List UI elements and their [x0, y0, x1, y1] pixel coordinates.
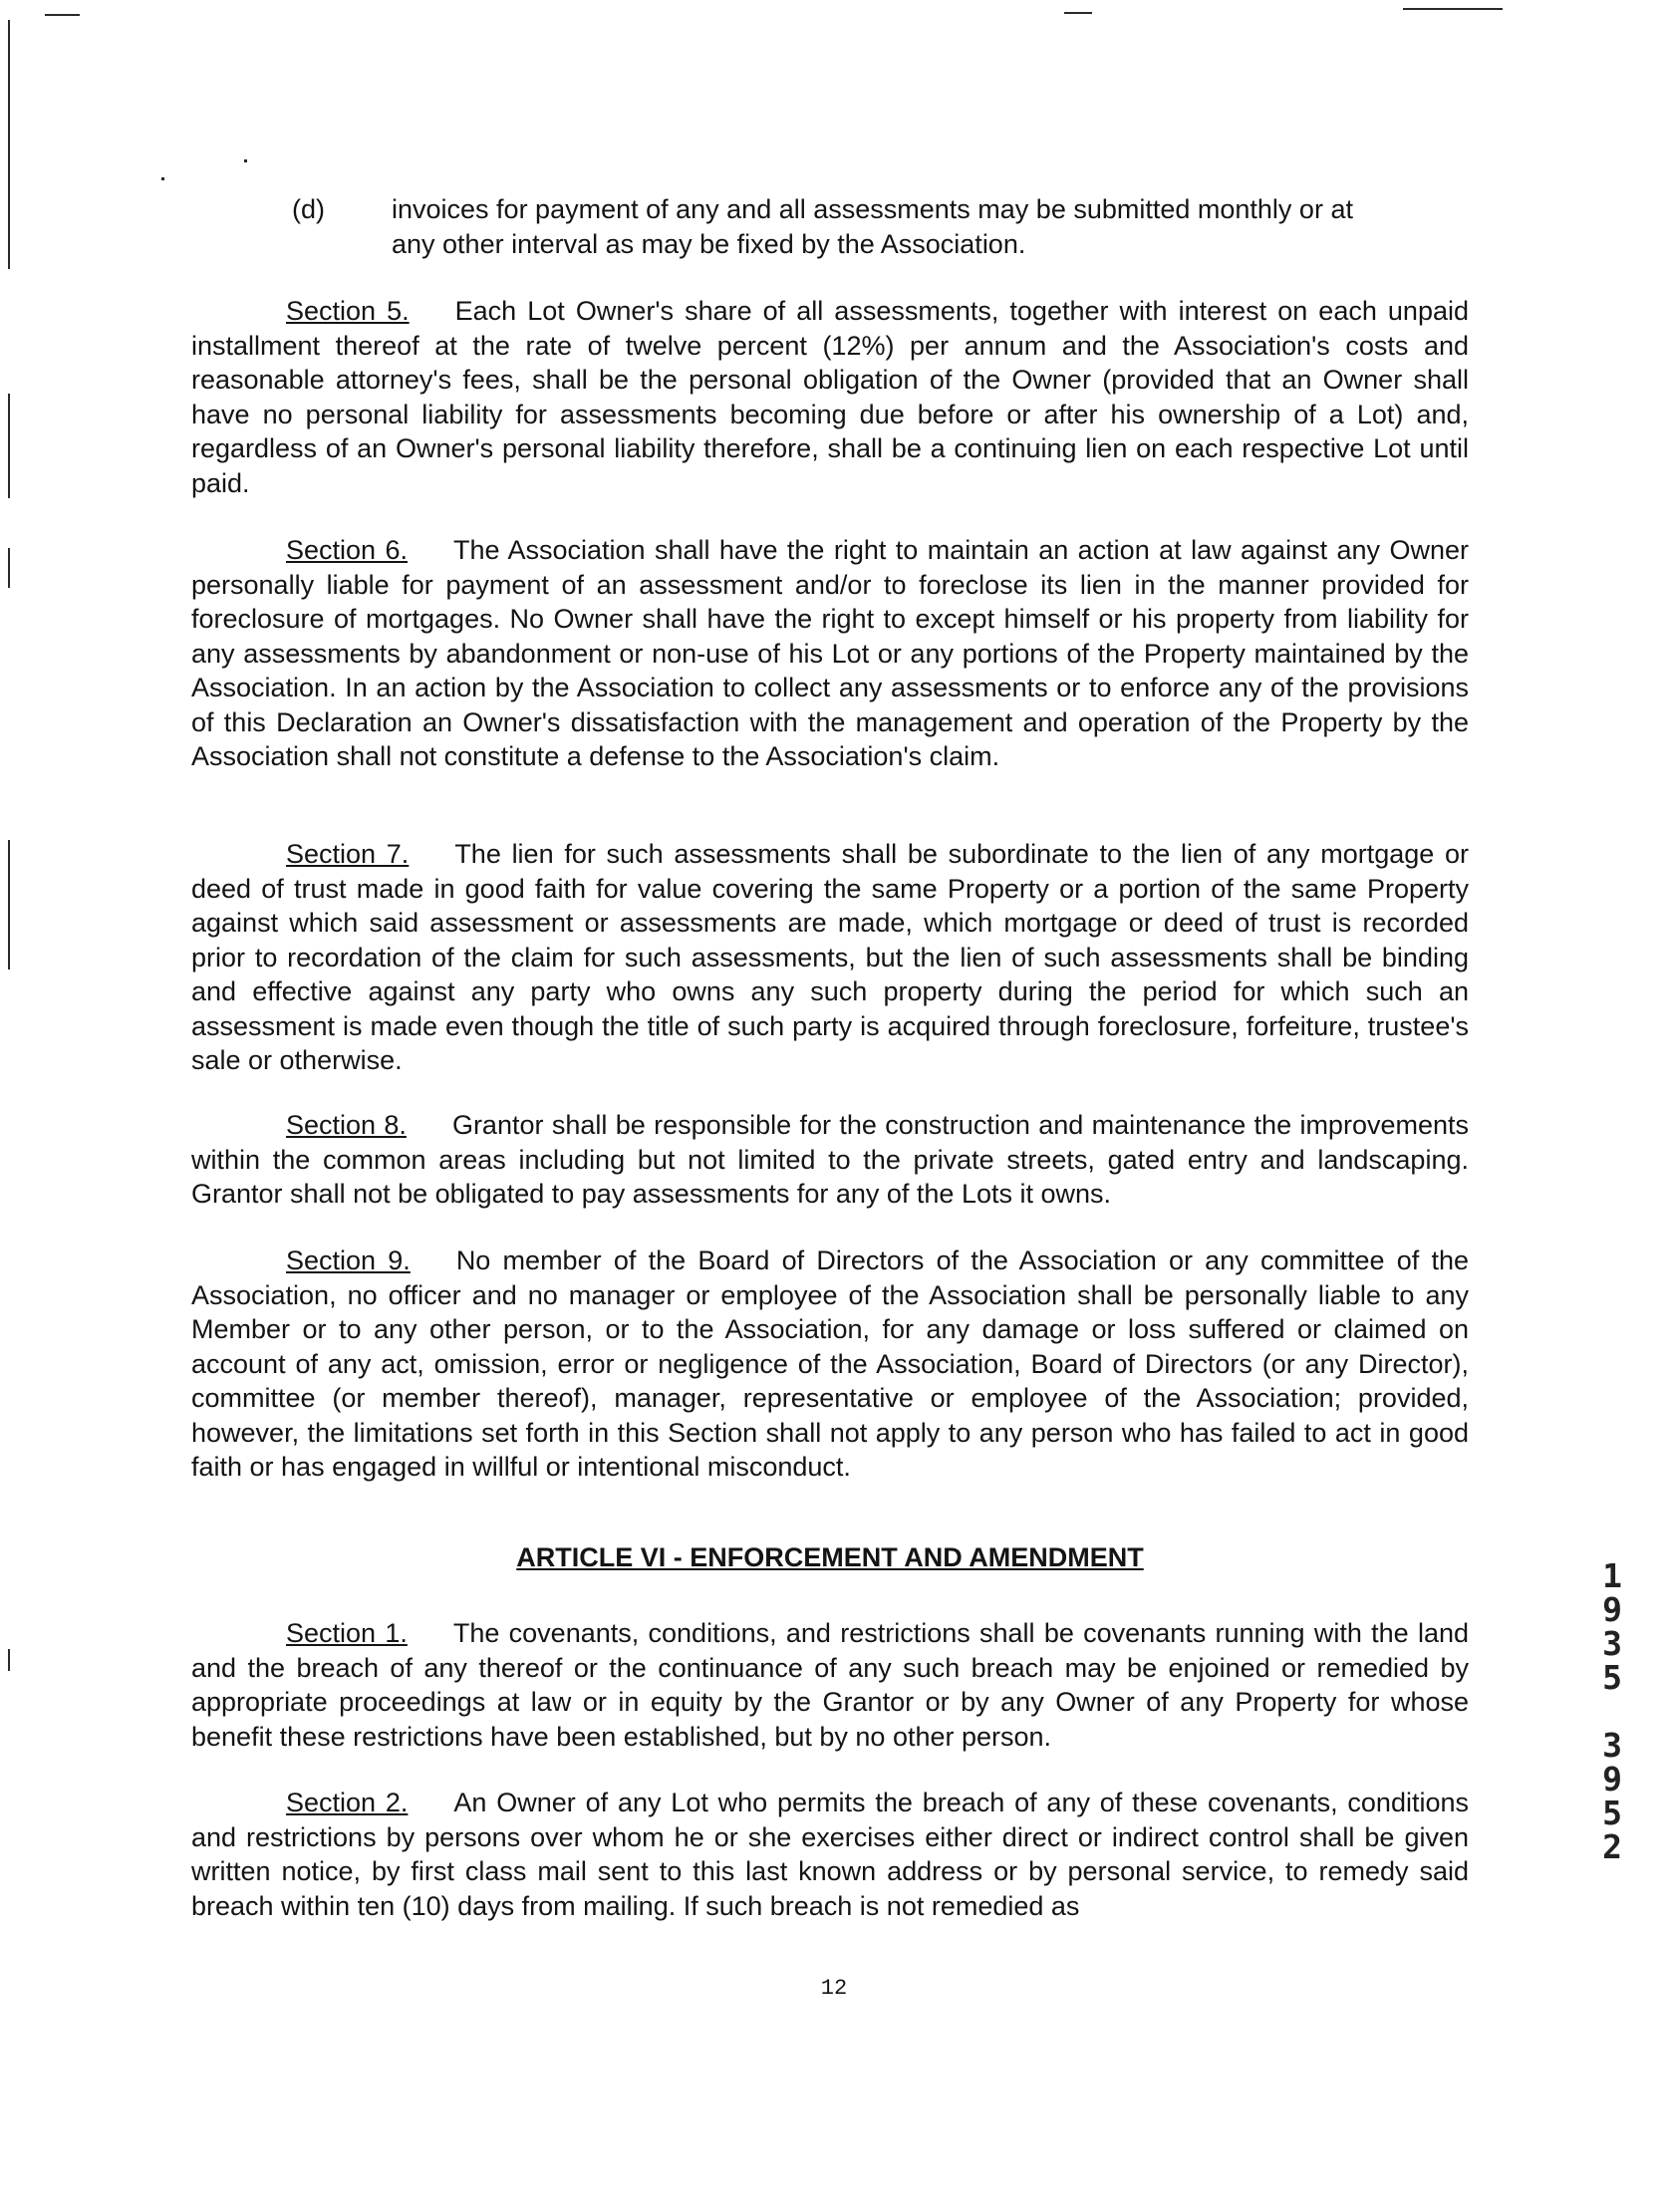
scan-mark [8, 20, 10, 269]
section-text: Each Lot Owner's share of all assessments, together with interest on each unpaid installment thereof at the rate of twelve percent (12%) per annum and the Association's costs and reasonable attorney's fees, shall be the personal obligation of the Owner (provided that an Owner shall have no personal liability for assessments becoming due before or after his ownership of a Lot) and, regardless of an Owner's personal liability therefore, shall be a continuing lien on each respective Lot until paid. [191, 296, 1469, 498]
article-6-section-2 [191, 1786, 1469, 1923]
section-8 [191, 1108, 1469, 1212]
section-label: Section 9. [286, 1245, 411, 1275]
section-label: Section 6. [286, 535, 408, 565]
list-item-d [292, 192, 1388, 261]
scan-mark [8, 394, 10, 498]
section-9 [191, 1244, 1469, 1485]
section-text: No member of the Board of Directors of the Association or any committee of the Association, no officer and no manager or employee of the Association shall be personally liable to any Member or to any other person, or to the Association, for any damage or loss suffered or claimed on account of any act, omission, error or negligence of the Association, Board of Directors (or any Director), committee (or member thereof), manager, representative or employee of the Association; provided, however, the limitations set forth in this Section shall not apply to any person who has failed to act in good faith or has engaged in willful or intentional misconduct. [191, 1245, 1469, 1482]
scan-mark [8, 840, 10, 969]
list-marker: (d) [292, 194, 325, 224]
section-6 [191, 533, 1469, 774]
scan-mark [1064, 12, 1092, 14]
list-item-text: invoices for payment of any and all assessments may be submitted monthly or at any other interval as may be fixed by the Association. [392, 194, 1353, 259]
section-text: Grantor shall be responsible for the construction and maintenance the improvements within the common areas including but not limited to the private streets, gated entry and landscaping. Grantor shall not be obligated to pay assessments for any of the Lots it owns. [191, 1110, 1469, 1209]
section-text: The Association shall have the right to maintain an action at law against any Owner personally liable for payment of an assessment and/or to foreclose its lien in the manner provided for foreclosure of mortgages. No Owner shall have the right to except himself or his property from liability for any assessments by abandonment or non-use of his Lot or any portions of the Property maintained by the Association. In an action by the Association to collect any assessments or to enforce any of the provisions of this Declaration an Owner's dissatisfaction with the management and operation of the Property by the Association shall not constitute a defense to the Association's claim. [191, 535, 1469, 771]
stamp-digit: 3 [1602, 1624, 1622, 1663]
section-text: An Owner of any Lot who permits the breach of any of these covenants, conditions and restrictions by persons over whom he or she exercises either direct or indirect control shall be given written notice, by first class mail sent to this last known address or by personal service, to remedy said breach within ten (10) days from mailing. If such breach is not remedied as [191, 1788, 1469, 1921]
article-6-section-1 [191, 1616, 1469, 1754]
scan-mark [45, 14, 80, 16]
scan-mark [161, 177, 164, 180]
stamp-digit: 9 [1602, 1590, 1622, 1629]
stamp-digit: 1 [1602, 1556, 1622, 1595]
section-label: Section 7. [286, 839, 410, 869]
article-heading: ARTICLE VI - ENFORCEMENT AND AMENDMENT [516, 1542, 1144, 1572]
stamp-digit: 9 [1602, 1760, 1622, 1798]
scan-mark [244, 159, 247, 162]
stamp-digit: 3 [1602, 1726, 1622, 1765]
stamp-digit: 2 [1602, 1827, 1622, 1866]
scan-mark [8, 548, 10, 588]
section-label: Section 1. [286, 1618, 408, 1648]
section-label: Section 2. [286, 1788, 409, 1817]
section-label: Section 5. [286, 296, 410, 326]
section-text: The lien for such assessments shall be subordinate to the lien of any mortgage or deed of trust made in good faith for value covering the same Property or a portion of the same Property against which said assessment or assessments are made, which mortgage or deed of trust is recorded prior to recordation of the claim for such assessments, but the lien of such assessments shall be binding and effective against any party who owns any such property during the period for which such an assessment is made even though the title of such party is acquired through foreclosure, forfeiture, trustee's sale or otherwise. [191, 839, 1470, 1075]
stamp-digit: 5 [1602, 1794, 1622, 1832]
section-7 [191, 837, 1469, 1078]
scan-mark [1403, 8, 1503, 10]
section-label: Section 8. [286, 1110, 407, 1140]
page-number: 12 [820, 1976, 848, 2001]
scan-mark [8, 1649, 10, 1671]
stamp-digit: 5 [1602, 1658, 1622, 1697]
recording-number-stamp [1592, 1556, 1632, 1866]
section-5 [191, 294, 1469, 500]
section-text: The covenants, conditions, and restrictions shall be covenants running with the land and the breach of any thereof or the continuance of any such breach may be enjoined or remedied by appropriate proceedings at law or in equity by the Grantor or by any Owner of any Property for whose benefit these restrictions have been established, but by no other person. [191, 1618, 1470, 1752]
